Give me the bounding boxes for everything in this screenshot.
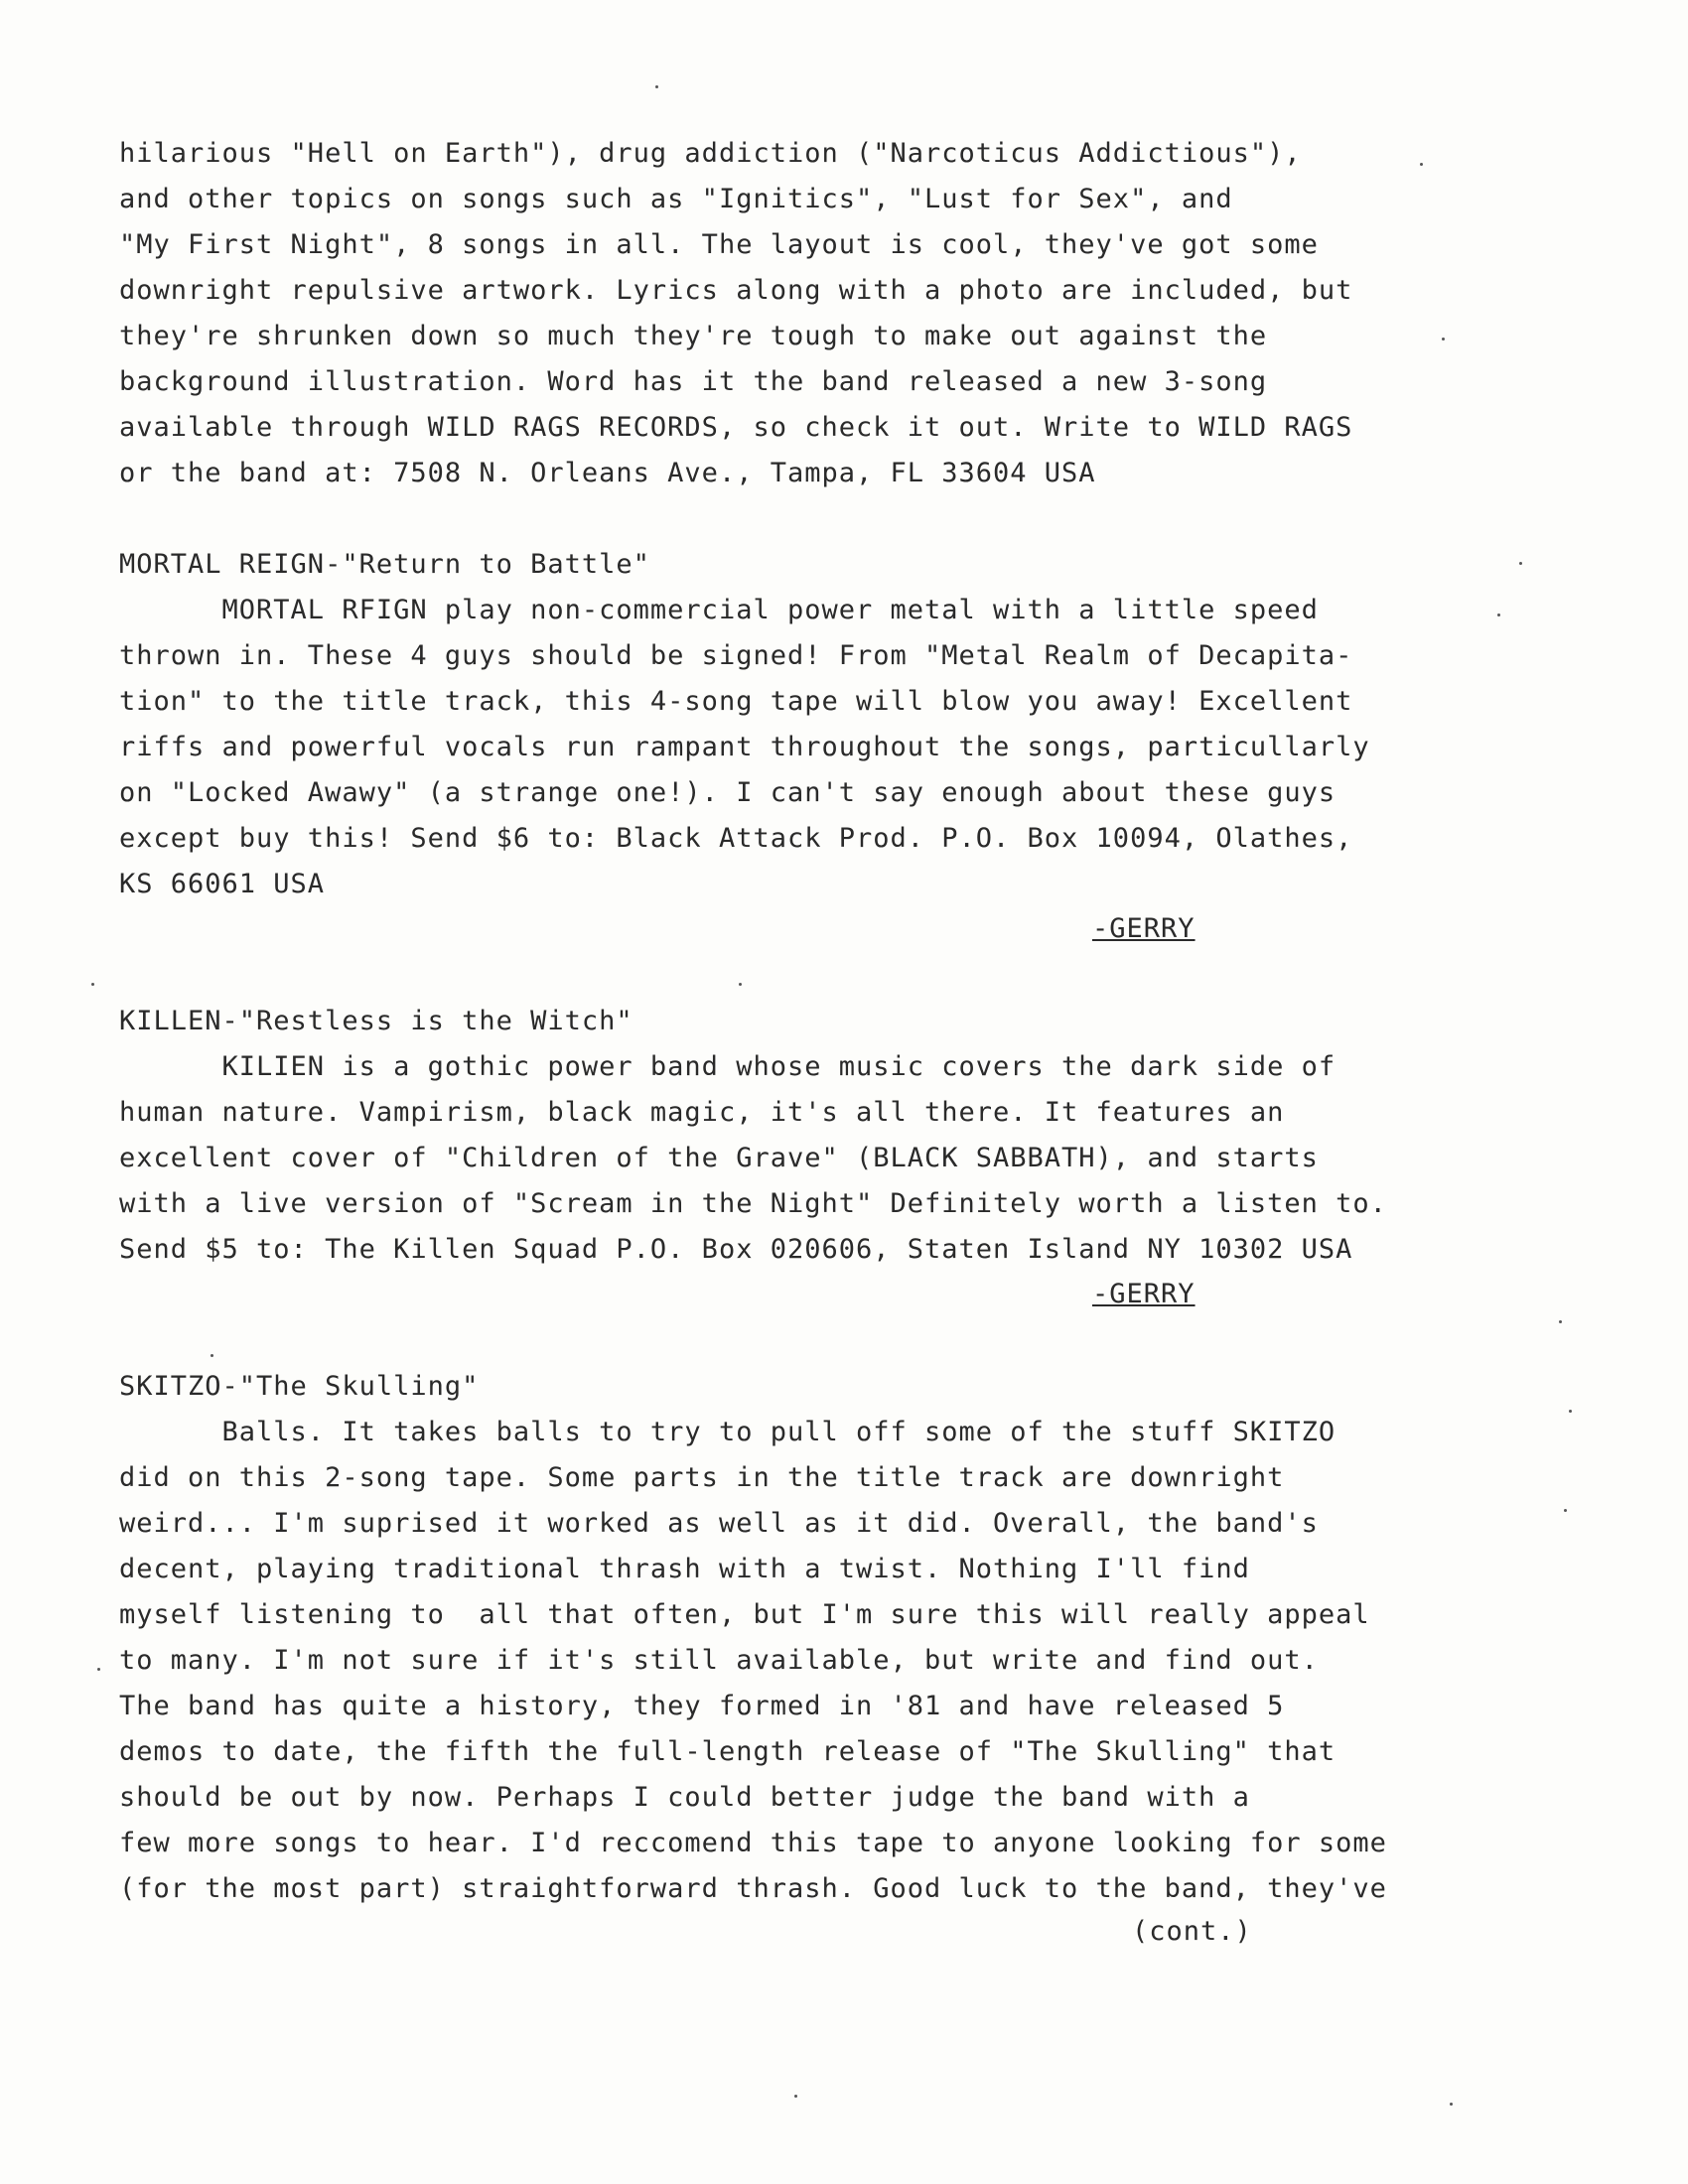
review-heading: KILLEN-"Restless is the Witch" bbox=[119, 1006, 633, 1036]
scan-speck bbox=[1564, 1509, 1567, 1512]
scan-speck bbox=[655, 85, 658, 88]
text-line: downright repulsive artwork. Lyrics along with a photo are included, but bbox=[119, 275, 1353, 306]
text-line: "My First Night", 8 songs in all. The layout is cool, they've got some bbox=[119, 229, 1319, 260]
text-line: Send $5 to: The Killen Squad P.O. Box 020606, Staten Island NY 10302 USA bbox=[119, 1234, 1353, 1265]
text-line: (for the most part) straightforward thrash. Good luck to the band, they've bbox=[119, 1873, 1387, 1904]
text-line: Balls. It takes balls to try to pull off some of the stuff SKITZO bbox=[119, 1417, 1336, 1447]
text-line: myself listening to all that often, but I'm sure this will really appeal bbox=[119, 1599, 1370, 1630]
scan-speck bbox=[1442, 338, 1445, 341]
scan-speck bbox=[1497, 614, 1500, 616]
text-line: weird... I'm suprised it worked as well as it did. Overall, the band's bbox=[119, 1508, 1319, 1539]
text-line: with a live version of "Scream in the Night" Definitely worth a listen to. bbox=[119, 1188, 1387, 1219]
text-line: hilarious "Hell on Earth"), drug addiction ("Narcoticus Addictious"), bbox=[119, 138, 1302, 169]
review-heading: MORTAL REIGN-"Return to Battle" bbox=[119, 549, 650, 580]
review-heading: SKITZO-"The Skulling" bbox=[119, 1371, 480, 1402]
text-line: KILIEN is a gothic power band whose music covers the dark side of bbox=[119, 1051, 1336, 1082]
text-line: they're shrunken down so much they're tough to make out against the bbox=[119, 321, 1268, 351]
scan-speck bbox=[794, 2095, 797, 2098]
text-line: did on this 2-song tape. Some parts in the title track are downright bbox=[119, 1462, 1285, 1493]
scan-speck bbox=[1450, 2103, 1453, 2106]
text-line: except buy this! Send $6 to: Black Attack Prod. P.O. Box 10094, Olathes, bbox=[119, 823, 1353, 854]
text-line: excellent cover of "Children of the Grave" (BLACK SABBATH), and starts bbox=[119, 1143, 1319, 1173]
text-line: on "Locked Awawy" (a strange one!). I can't say enough about these guys bbox=[119, 777, 1336, 808]
text-line: available through WILD RAGS RECORDS, so check it out. Write to WILD RAGS bbox=[119, 412, 1353, 443]
text-line: The band has quite a history, they formed in '81 and have released 5 bbox=[119, 1691, 1285, 1721]
text-line: or the band at: 7508 N. Orleans Ave., Tampa, FL 33604 USA bbox=[119, 458, 1096, 488]
scan-speck bbox=[1420, 163, 1423, 166]
continued-marker: (cont.) bbox=[1132, 1916, 1252, 1947]
text-line: human nature. Vampirism, black magic, it's all there. It features an bbox=[119, 1097, 1285, 1128]
scan-speck bbox=[1559, 1320, 1562, 1323]
scan-speck bbox=[91, 983, 94, 986]
text-line: KS 66061 USA bbox=[119, 869, 326, 899]
scan-speck bbox=[97, 1668, 100, 1671]
text-line: background illustration. Word has it the band released a new 3-song bbox=[119, 366, 1268, 397]
text-line: decent, playing traditional thrash with a twist. Nothing I'll find bbox=[119, 1554, 1250, 1584]
scan-speck bbox=[1569, 1410, 1572, 1413]
text-line: few more songs to hear. I'd reccomend this tape to anyone looking for some bbox=[119, 1828, 1387, 1858]
text-line: riffs and powerful vocals run rampant throughout the songs, particullarly bbox=[119, 732, 1370, 762]
reviewer-signature: -GERRY bbox=[1092, 1279, 1196, 1309]
text-line: and other topics on songs such as "Ignitics", "Lust for Sex", and bbox=[119, 184, 1233, 214]
text-line: to many. I'm not sure if it's still available, but write and find out. bbox=[119, 1645, 1319, 1676]
text-line: thrown in. These 4 guys should be signed! From "Metal Realm of Decapita- bbox=[119, 640, 1353, 671]
scan-speck bbox=[739, 983, 742, 986]
reviewer-signature: -GERRY bbox=[1092, 913, 1196, 944]
scan-speck bbox=[211, 1354, 213, 1357]
text-line: demos to date, the fifth the full-length release of "The Skulling" that bbox=[119, 1736, 1336, 1767]
text-line: should be out by now. Perhaps I could better judge the band with a bbox=[119, 1782, 1250, 1813]
text-line: tion" to the title track, this 4-song tape will blow you away! Excellent bbox=[119, 686, 1353, 717]
text-line: MORTAL RFIGN play non-commercial power metal with a little speed bbox=[119, 595, 1319, 625]
scan-speck bbox=[1519, 562, 1522, 565]
